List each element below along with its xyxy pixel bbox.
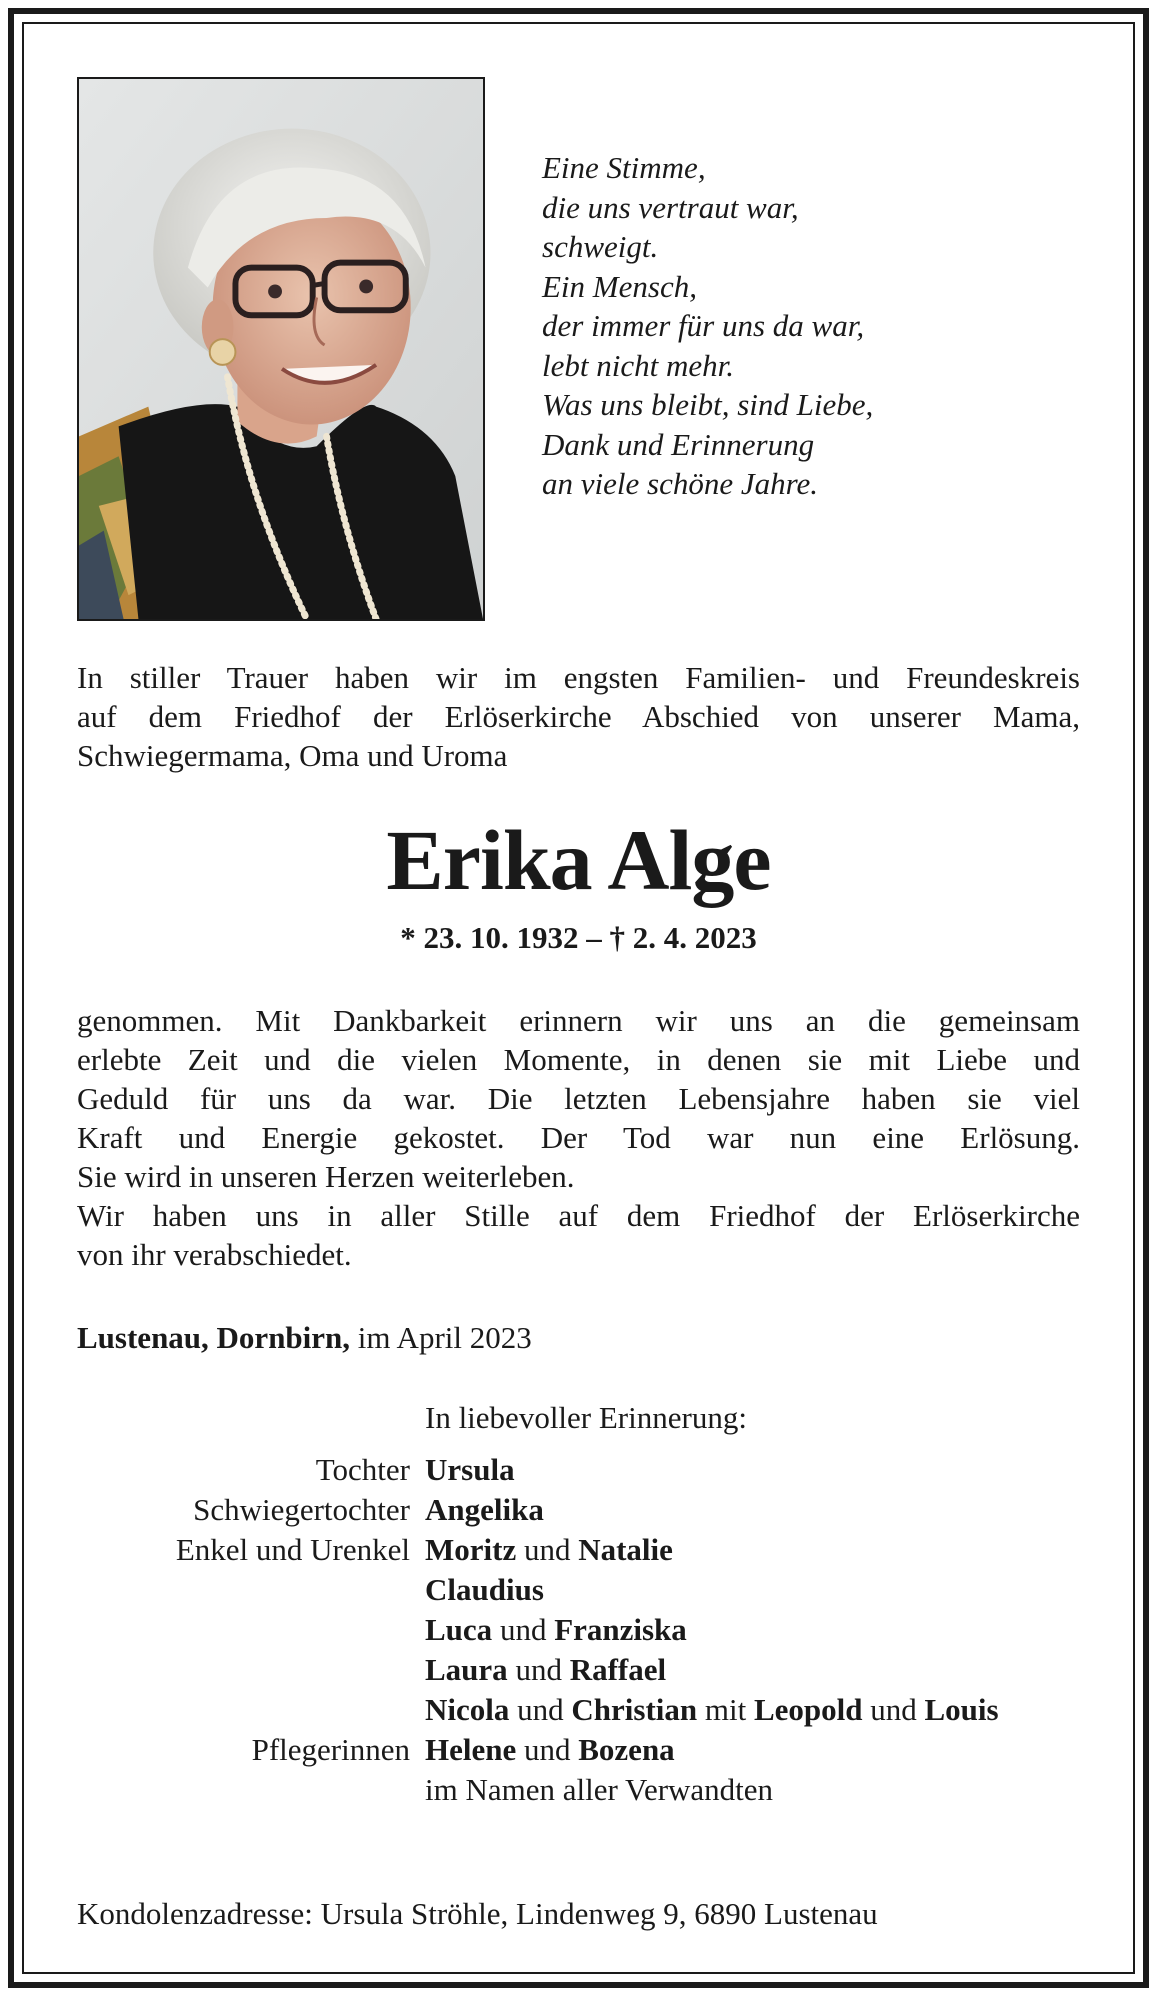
mourner-row [0, 1610, 1157, 1650]
mourner-name: Raffael [569, 1652, 667, 1687]
mourner-row [0, 1770, 1157, 1810]
deceased-name: Erika Alge [386, 812, 771, 908]
poem-line: lebt nicht mehr. [542, 347, 734, 383]
poem-line: Dank und Erinnerung [542, 426, 815, 462]
mourner-names [425, 1570, 544, 1610]
mourner-name: Helene [425, 1732, 517, 1767]
mourner-row [0, 1490, 1157, 1530]
mourner-name: Bozena [578, 1732, 675, 1767]
mourner-name: Natalie [578, 1532, 673, 1567]
mourner-row [0, 1450, 1157, 1490]
mourner-role: Pflegerinnen [251, 1732, 410, 1767]
mourner-connector: und [516, 1532, 579, 1567]
mourner-name: Louis [924, 1692, 999, 1727]
portrait-illustration [79, 79, 483, 619]
memory-heading: In liebevoller Erinnerung: [425, 1400, 747, 1435]
mourner-row [0, 1570, 1157, 1610]
place-towns: Lustenau, Dornbirn, [77, 1320, 351, 1355]
mourner-row [0, 1650, 1157, 1690]
body-line: von ihr verabschiedet. [77, 1237, 352, 1272]
mourner-row [0, 1730, 1157, 1770]
body-line: erlebte Zeit und die vielen Momente, in denen sie mit Liebe und [77, 1042, 1080, 1077]
mourner-role: Schwiegertochter [193, 1492, 410, 1527]
mourner-names [425, 1650, 666, 1690]
mourner-name: Leopold [753, 1692, 863, 1727]
intro-line: Schwiegermama, Oma und Uroma [77, 738, 508, 773]
body-line: Kraft und Energie gekostet. Der Tod war nun eine Erlösung. [77, 1120, 1080, 1155]
body-line: genommen. Mit Dankbarkeit erinnern wir uns an die gemeinsam [77, 1003, 1080, 1038]
poem-line: die uns vertraut war, [542, 189, 799, 225]
mourner-connector: und [507, 1652, 570, 1687]
mourner-connector: und [492, 1612, 555, 1647]
body-line: Geduld für uns da war. Die letzten Lebensjahre haben sie viel [77, 1081, 1080, 1116]
place-and-date [77, 1318, 532, 1358]
mourner-name: Nicola [425, 1692, 510, 1727]
mourner-connector: mit [697, 1692, 754, 1727]
mourner-name: Franziska [554, 1612, 687, 1647]
mourner-names [425, 1730, 675, 1770]
mourner-row [0, 1530, 1157, 1570]
mourner-connector: und [862, 1692, 925, 1727]
poem-line: Ein Mensch, [542, 268, 697, 304]
mourner-names [425, 1530, 673, 1570]
mourner-name: Christian [571, 1692, 698, 1727]
intro-line: In stiller Trauer haben wir im engsten Familien- und Freundeskreis [77, 660, 1080, 695]
mourner-name: Angelika [425, 1492, 544, 1527]
mourner-names [425, 1690, 999, 1730]
intro-paragraph [77, 658, 1080, 775]
mourner-name: Claudius [425, 1572, 544, 1607]
mourner-names [425, 1610, 687, 1650]
mourner-name: Laura [425, 1652, 508, 1687]
mourner-name: Ursula [425, 1452, 515, 1487]
mourner-name: Moritz [425, 1532, 517, 1567]
mourner-connector: und [516, 1732, 579, 1767]
mourner-row [0, 1690, 1157, 1730]
portrait-photo [77, 77, 485, 621]
poem [542, 148, 873, 504]
mourner-names [425, 1770, 773, 1810]
condolence-address: Kondolenzadresse: Ursula Ströhle, Lindenweg 9, 6890 Lustenau [77, 1896, 878, 1931]
mourner-connector: und [509, 1692, 572, 1727]
poem-line: der immer für uns da war, [542, 308, 865, 343]
mourner-role: Enkel und Urenkel [175, 1532, 410, 1567]
body-line: Wir haben uns in aller Stille auf dem Friedhof der Erlöserkirche [77, 1198, 1080, 1233]
mourner-role: Tochter [315, 1452, 410, 1487]
poem-line: an viele schöne Jahre. [542, 466, 819, 501]
mourner-names [425, 1490, 544, 1530]
poem-line: schweigt. [542, 229, 659, 264]
life-dates: * 23. 10. 1932 – † 2. 4. 2023 [400, 920, 757, 955]
mourner-names [425, 1450, 515, 1490]
body-line: Sie wird in unseren Herzen weiterleben. [77, 1159, 575, 1194]
poem-line: Eine Stimme, [542, 150, 706, 185]
body-paragraph [77, 1001, 1080, 1274]
mourner-connector: im Namen aller Verwandten [425, 1772, 774, 1807]
intro-line: auf dem Friedhof der Erlöserkirche Abschied von unserer Mama, [77, 699, 1080, 734]
mourner-name: Luca [425, 1612, 493, 1647]
poem-line: Was uns bleibt, sind Liebe, [542, 387, 874, 422]
place-date: im April 2023 [350, 1320, 532, 1355]
